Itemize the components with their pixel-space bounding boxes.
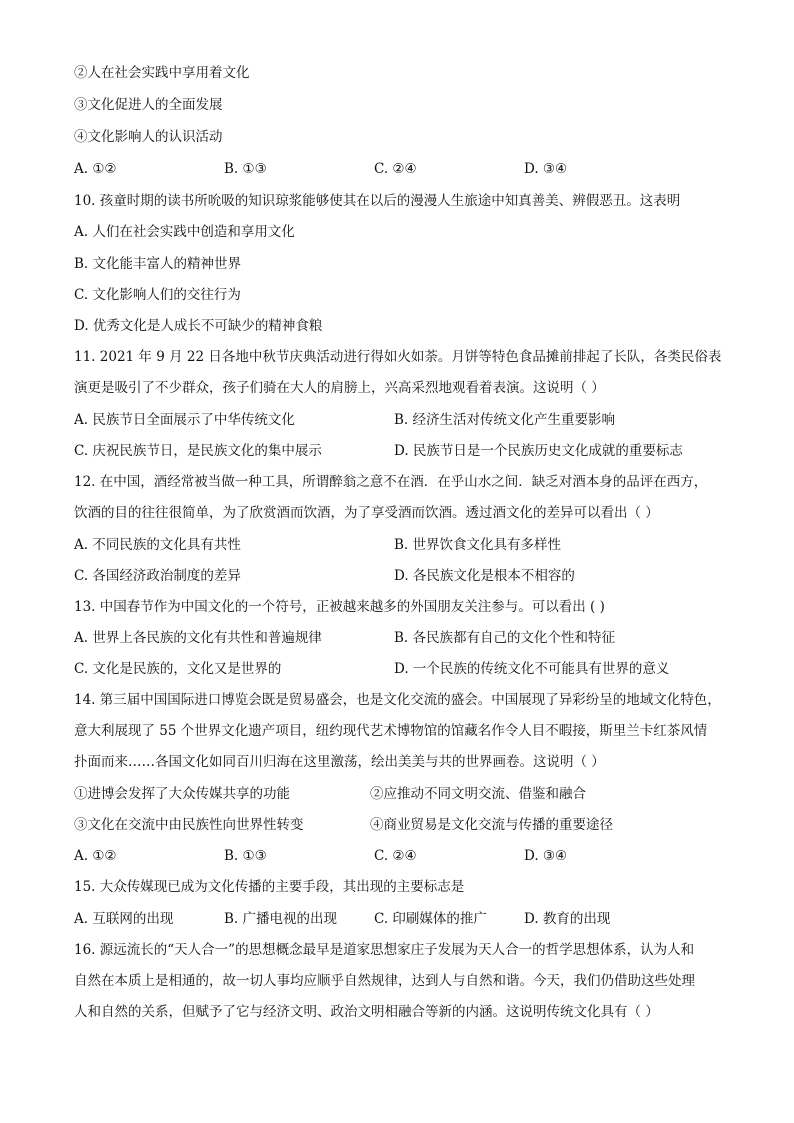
q11-option-c[interactable]: C. 庆祝民族节日，是民族文化的集中展示 [74,443,322,459]
q14-stem-line-3: 扑面而来……各国文化如同百川归海在这里激荡，绘出美美与共的世界画卷。这说明（ ） [74,754,605,770]
q9-statement-2: ②人在社会实践中享用着文化 [74,65,250,81]
q12-stem-line-1: 12. 在中国，酒经常被当做一种工具，所谓醉翁之意不在酒．在乎山水之间．缺乏对酒本身的品评在西方， [74,474,708,490]
q14-statements-row-2 [74,816,714,835]
q15-option-b[interactable]: B. 广播电视的出现 [224,911,338,927]
q12-option-d[interactable]: D. 各民族文化是根本不相容的 [394,568,575,584]
q15-option-d[interactable]: D. 教育的出现 [524,911,611,927]
q14-option-b[interactable]: B. ①③ [224,848,267,864]
q14-option-d[interactable]: D. ③④ [524,848,568,864]
q9-option-b[interactable]: B. ①③ [224,161,267,177]
q15-option-a[interactable]: A. 互联网的出现 [74,911,174,927]
q9-option-d[interactable]: D. ③④ [524,161,568,177]
q14-stem-line-2: 意大利展现了 55 个世界文化遗产项目，纽约现代艺术博物馆的馆藏名作令人目不暇接，斯里兰卡红茶风情 [74,723,708,739]
q11-stem-line-2: 演更是吸引了不少群众，孩子们骑在大人的肩膀上，兴高采烈地观看着表演。这说明（ ） [74,380,605,396]
q13-option-a[interactable]: A. 世界上各民族的文化有共性和普遍规律 [74,630,322,646]
q12-option-b[interactable]: B. 世界饮食文化具有多样性 [394,537,562,553]
q14-statement-1: ①进博会发挥了大众传媒共享的功能 [74,786,290,802]
q15-options [74,910,674,929]
q9-statement-4: ④文化影响人的认识活动 [74,129,223,145]
q13-options-row-1 [74,629,714,648]
q11-options-row-1 [74,411,714,430]
q9-statement-3: ③文化促进人的全面发展 [74,97,223,113]
q14-statement-4: ④商业贸易是文化交流与传播的重要途径 [370,817,613,833]
q11-options-row-2 [74,442,714,461]
q10-option-d[interactable]: D. 优秀文化是人成长不可缺少的精神食粮 [74,318,323,334]
q16-stem-line-3: 人和自然的关系，但赋予了它与经济文明、政治文明相融合等新的内涵。这说明传统文化具有（ ） [74,1004,659,1020]
q10-option-c[interactable]: C. 文化影响人们的交往行为 [74,287,241,303]
q16-stem-line-2: 自然在本质上是相通的，故一切人事均应顺乎自然规律，达到人与自然和谐。今天，我们仍借助这些处理 [74,973,695,989]
q15-option-c[interactable]: C. 印刷媒体的推广 [374,911,487,927]
q13-option-b[interactable]: B. 各民族都有自己的文化个性和特征 [394,630,616,646]
q14-stem-line-1: 14. 第三届中国国际进口博览会既是贸易盛会，也是文化交流的盛会。中国展现了异彩纷呈的地域文化特色， [74,692,721,708]
q14-statement-2: ②应推动不同文明交流、借鉴和融合 [370,786,586,802]
q10-option-b[interactable]: B. 文化能丰富人的精神世界 [74,256,242,272]
q9-option-a[interactable]: A. ①② [74,161,117,177]
q14-option-a[interactable]: A. ①② [74,848,117,864]
q15-stem: 15. 大众传媒现已成为文化传播的主要手段，其出现的主要标志是 [74,879,465,895]
q13-option-c[interactable]: C. 文化是民族的，文化又是世界的 [74,661,282,677]
q9-option-c[interactable]: C. ②④ [374,161,417,177]
q13-option-d[interactable]: D. 一个民族的传统文化不可能具有世界的意义 [394,661,670,677]
q10-option-a[interactable]: A. 人们在社会实践中创造和享用文化 [74,224,295,240]
q12-option-a[interactable]: A. 不同民族的文化具有共性 [74,537,241,553]
q12-option-c[interactable]: C. 各国经济政治制度的差异 [74,568,241,584]
q11-stem-line-1: 11. 2021 年 9 月 22 日各地中秋节庆典活动进行得如火如荼。月饼等特色食品摊前排起了长队，各类民俗表 [74,349,722,365]
q12-stem-line-2: 饮酒的目的往往很简单，为了欣赏酒而饮酒，为了享受酒而饮酒。透过酒文化的差异可以看出（ ） [74,505,659,521]
q13-options-row-2 [74,660,714,679]
q10-stem: 10. 孩童时期的读书所吮吸的知识琼浆能够使其在以后的漫漫人生旅途中知真善美、辨假恶丑。这表明 [74,193,681,209]
q12-options-row-1 [74,536,714,555]
q14-statement-3: ③文化在交流中由民族性向世界性转变 [74,817,304,833]
q11-option-a[interactable]: A. 民族节日全面展示了中华传统文化 [74,412,295,428]
q16-stem-line-1: 16. 源远流长的“天人合一”的思想概念最早是道家思想家庄子发展为天人合一的哲学思想体系，认为人和 [74,942,695,958]
q11-option-b[interactable]: B. 经济生活对传统文化产生重要影响 [394,412,616,428]
q14-option-c[interactable]: C. ②④ [374,848,417,864]
q9-options [74,160,674,179]
q14-options [74,847,674,866]
q11-option-d[interactable]: D. 民族节日是一个民族历史文化成就的重要标志 [394,443,683,459]
q14-statements-row-1 [74,785,714,804]
q13-stem: 13. 中国春节作为中国文化的一个符号，正被越来越多的外国朋友关注参与。可以看出 ( ) [74,599,605,615]
q12-options-row-2 [74,567,714,586]
